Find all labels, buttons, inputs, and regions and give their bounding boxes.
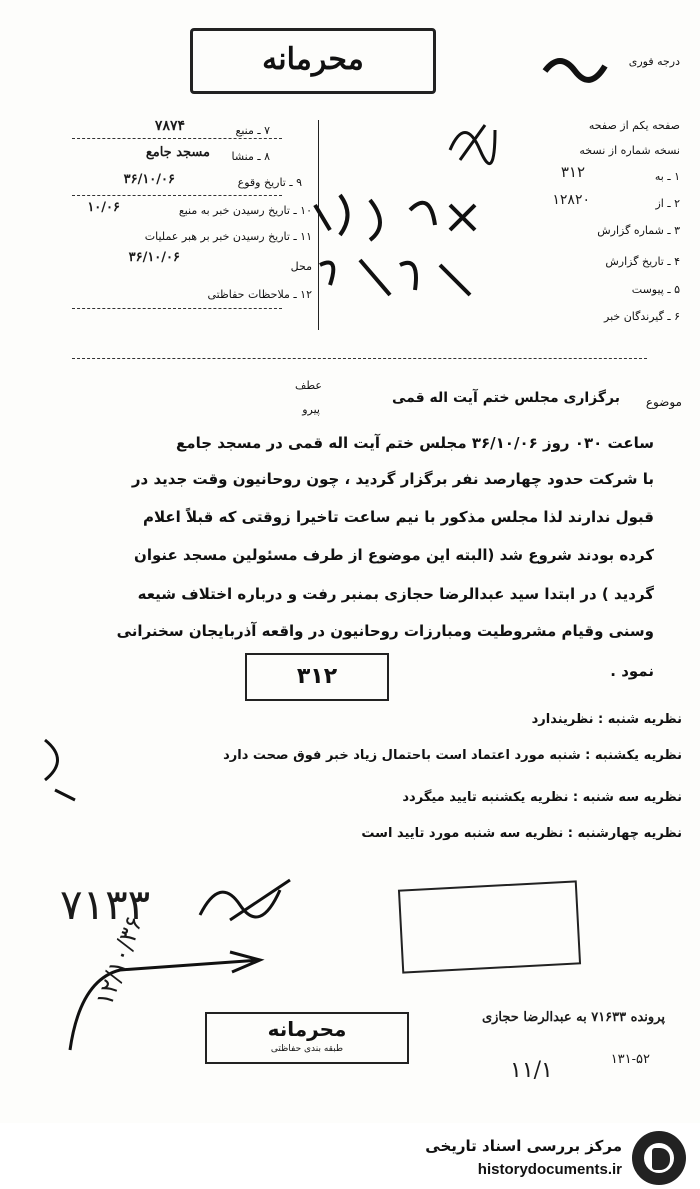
watermark-footer xyxy=(0,1123,700,1189)
body-line-7: نمود . xyxy=(610,662,654,680)
watermark-url: historydocuments.ir xyxy=(477,1161,622,1178)
header-rule-1 xyxy=(72,195,282,196)
body-line-6: وسنی وقیام مشروطیت ومبارزات روحانیون در واقعه آذربایجان سخنرانی xyxy=(116,622,654,640)
opinion-wednesday: نظریه چهارشنبه : نظریه سه شنبه مورد تایید است xyxy=(361,826,682,841)
receipt-source-label: ۱۰ ـ تاریخ رسیدن خبر به منبع xyxy=(178,204,312,217)
source-value: ۷۸۷۴ xyxy=(154,118,185,134)
place-value: ۳۶/۱۰/۰۶ xyxy=(128,250,180,265)
to-label: ۱ ـ به xyxy=(654,170,680,183)
archive-stamp xyxy=(398,880,581,973)
archive-logo-icon xyxy=(632,1131,686,1185)
subject-ref-top: عطف xyxy=(295,379,322,392)
center-stamp-value: ۳۱۲ xyxy=(296,664,338,689)
body-line-5: گردید ) در ابتدا سید عبدالرضا حجازی بمنبر رفت و درباره اختلاف شیعه xyxy=(137,585,654,603)
handwritten-signature-middle xyxy=(190,865,310,939)
source-label: ۷ ـ منبع xyxy=(235,124,270,137)
attachment-label: ۵ ـ پیوست xyxy=(631,283,680,296)
recipients-label: ۶ ـ گیرندگان خبر xyxy=(604,310,680,323)
place-label: محل xyxy=(290,260,312,273)
security-notes-label: ۱۲ ـ ملاحظات حفاظتی xyxy=(207,288,312,301)
from-value: ۱۲۸۲۰ xyxy=(552,192,590,208)
body-line-2: با شرکت حدود چهارصد نفر برگزار گردید ، چون روحانیون وقت جدید در xyxy=(131,470,654,488)
handwritten-big-number: ۷۱۳۳ xyxy=(60,880,151,929)
subject-text: برگزاری مجلس ختم آیت اله قمی xyxy=(391,390,620,406)
subject-label: موضوع xyxy=(645,395,682,409)
body-line-3: قبول ندارند لذا مجلس مذکور با نیم ساعت تاخیرا زوقتی که قبلاً اعلام xyxy=(143,508,654,526)
opinion-sunday: نظریه یکشنبه : شنبه مورد اعتماد است باحتمال زیاد خبر فوق صحت دارد xyxy=(223,748,682,763)
origin-label: ۸ ـ منشا xyxy=(231,150,270,163)
footer-classification-stamp xyxy=(205,1012,409,1064)
receipt-source-value: ۱۰/۰۶ xyxy=(87,200,120,215)
top-stamp-title: محرمانه xyxy=(262,42,364,77)
handwritten-bottom-number: ۱۱/۱ xyxy=(510,1058,553,1083)
footer-stamp-sub: طبقه بندی حفاظتی xyxy=(270,1044,344,1054)
opinion-saturday: نظریه شنبه : نظریندارد xyxy=(531,712,682,727)
event-date-label: ۹ ـ تاریخ وقوع xyxy=(237,176,302,189)
subject-divider xyxy=(72,358,647,359)
footer-stamp-title: محرمانه xyxy=(267,1017,347,1041)
handwritten-note-left xyxy=(30,730,90,814)
origin-value: مسجد جامع xyxy=(145,145,210,160)
report-date-label: ۴ ـ تاریخ گزارش xyxy=(605,255,680,268)
degree-label: درجه فوری xyxy=(628,55,680,68)
subject-ref-bottom: پیرو xyxy=(302,403,320,416)
receipt-ops-label: ۱۱ ـ تاریخ رسیدن خبر بر هبر عملیات xyxy=(144,230,312,243)
handwritten-date-vertical: ۱۲/۱۰/۳۶ xyxy=(90,912,149,1010)
right-stamp-line: پرونده ۷۱۶۳۳ به عبدالرضا حجازی xyxy=(481,1010,665,1025)
page-of-label: صفحه یکم از صفحه xyxy=(588,119,680,132)
report-number-label: ۳ ـ شماره گزارش xyxy=(597,224,680,237)
corner-scribble xyxy=(540,46,610,90)
handwritten-header-numbers xyxy=(300,185,500,319)
center-number-stamp xyxy=(245,653,389,701)
to-value: ۳۱۲ xyxy=(560,163,585,181)
body-line-1: ساعت ۰۳۰ روز ۳۶/۱۰/۰۶ مجلس ختم آیت اله قمی در مسجد جامع xyxy=(176,434,654,452)
body-line-4: کرده بودند شروع شد (البته این موضوع از طرف مسئولین مسجد عنوان xyxy=(134,546,654,564)
top-classification-stamp xyxy=(190,28,436,94)
copy-number-label: نسخه شماره از نسخه xyxy=(579,144,680,157)
handwritten-serial: ۱۳۱-۵۲ xyxy=(610,1052,650,1067)
watermark-name: مرکز بررسی اسناد تاریخی xyxy=(425,1137,622,1155)
from-label: ۲ ـ از xyxy=(655,197,680,210)
event-date-value: ۳۶/۱۰/۰۶ xyxy=(123,172,175,187)
source-rule xyxy=(72,138,282,139)
header-rule-2 xyxy=(72,308,282,309)
handwritten-signature-top xyxy=(440,110,500,174)
opinion-tuesday: نظریه سه شنبه : نظریه یکشنبه تایید میگردد xyxy=(402,790,682,805)
